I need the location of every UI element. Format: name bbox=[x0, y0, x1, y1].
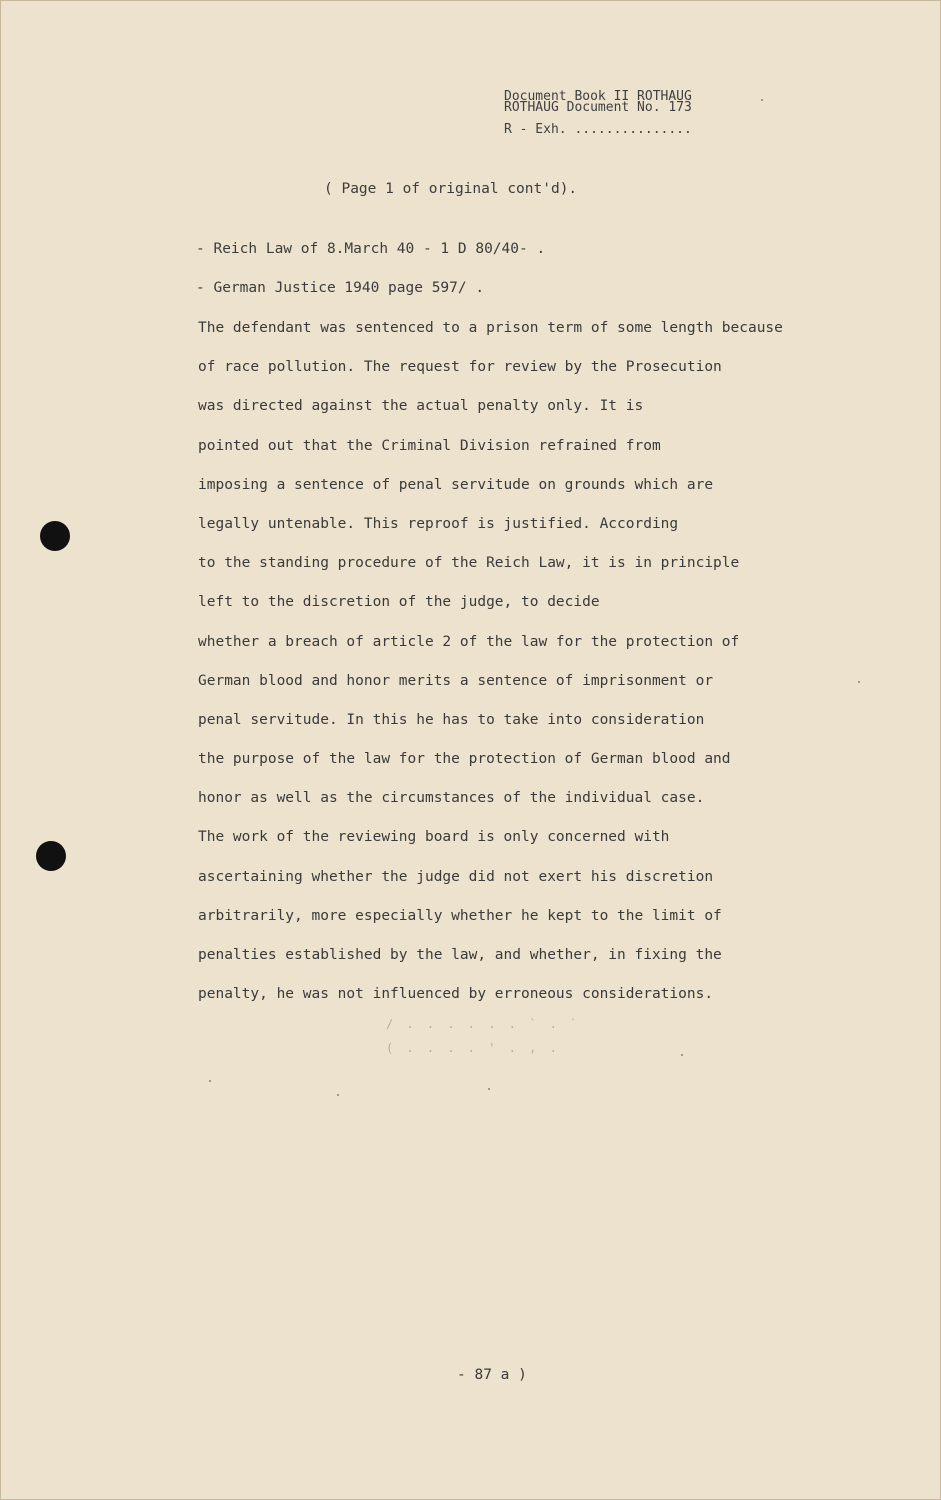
body-line: was directed against the actual penalty only. It is bbox=[198, 398, 644, 415]
body-line: ascertaining whether the judge did not exert his discretion bbox=[198, 868, 714, 885]
document-book-label: Document Book II ROTHAUG bbox=[504, 89, 692, 104]
body-line: of race pollution. The request for review by the Prosecution bbox=[198, 359, 722, 376]
faint-bleed-through: ( . . . . ' . , . bbox=[386, 1041, 560, 1055]
body-line: penalties established by the law, and whether, in fixing the bbox=[198, 947, 722, 963]
body-line: to the standing procedure of the Reich Law, it is in principle bbox=[198, 555, 740, 572]
body-line: penal servitude. In this he has to take into consideration bbox=[198, 711, 705, 728]
body-line: German blood and honor merits a sentence of imprisonment or bbox=[198, 672, 714, 689]
body-line: whether a breach of article 2 of the law for the protection of bbox=[198, 633, 740, 650]
body-line: pointed out that the Criminal Division refrained from bbox=[198, 437, 661, 454]
punch-hole-icon bbox=[40, 521, 70, 551]
body-text bbox=[198, 318, 898, 1023]
paper-speck bbox=[488, 1088, 490, 1090]
reference-reich-law: - Reich Law of 8.March 40 - 1 D 80/40- . bbox=[196, 241, 546, 257]
body-line: left to the discretion of the judge, to decide bbox=[198, 594, 600, 611]
body-line: The work of the reviewing board is only concerned with bbox=[198, 829, 670, 846]
document-header bbox=[504, 90, 764, 136]
document-number-label: ROTHAUG Document No. 173 bbox=[504, 100, 692, 115]
exhibit-label: R - Exh. ............... bbox=[504, 122, 692, 137]
page-number: - 87 a ) bbox=[457, 1367, 527, 1383]
continuation-note: ( Page 1 of original cont'd). bbox=[324, 181, 578, 197]
faint-bleed-through: / . . . . . . ` . ` bbox=[386, 1017, 581, 1031]
paper-speck bbox=[858, 681, 860, 683]
punch-hole-icon bbox=[36, 841, 66, 871]
body-line: imposing a sentence of penal servitude on grounds which are bbox=[198, 476, 714, 493]
body-line: The defendant was sentenced to a prison term of some length because bbox=[198, 320, 783, 336]
body-line: penalty, he was not influenced by erroneous considerations. bbox=[198, 986, 714, 1003]
body-line: honor as well as the circumstances of the individual case. bbox=[198, 790, 705, 807]
paper-speck bbox=[681, 1054, 683, 1056]
body-line: arbitrarily, more especially whether he kept to the limit of bbox=[198, 907, 722, 924]
body-line: legally untenable. This reproof is justified. According bbox=[198, 515, 679, 532]
paper-speck bbox=[209, 1080, 211, 1082]
reference-german-justice: - German Justice 1940 page 597/ . bbox=[196, 280, 485, 296]
body-line: the purpose of the law for the protection of German blood and bbox=[198, 751, 731, 768]
paper-speck bbox=[337, 1094, 339, 1096]
paper-speck bbox=[761, 99, 763, 101]
